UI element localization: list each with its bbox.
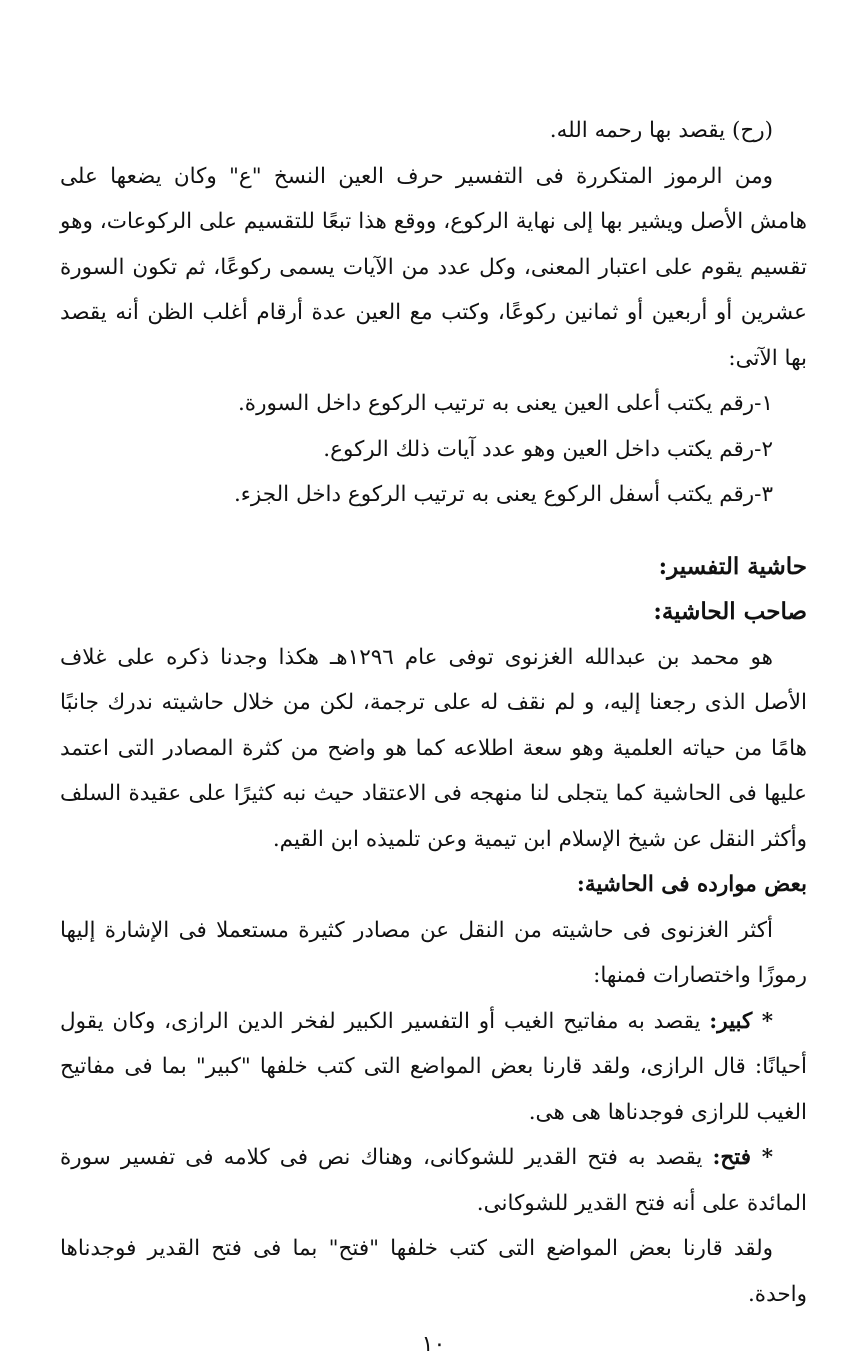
paragraph-abbreviation-rh: (رح) يقصد بها رحمه الله.: [549, 118, 773, 143]
subheading-sources: بعض موارده فى الحاشية:: [576, 872, 807, 897]
paragraph-fath-text: يقصد به فتح القدير للشوكانى، وهناك نص فى كلامه فى تفسير سورة المائدة على أنه فتح القدير للشوكانى.: [60, 1145, 807, 1216]
paragraph-sources-intro: أكثر الغزنوى فى حاشيته من النقل عن مصادر كثيرة مستعملا فى الإشارة إليها رموزًا واختصارات فمنها:: [60, 917, 807, 988]
list-item-2: ٢-رقم يكتب داخل العين وهو عدد آيات ذلك الركوع.: [323, 436, 773, 462]
term-kabir: * كبير:: [709, 1008, 773, 1034]
term-fath: * فتح:: [712, 1145, 773, 1170]
paragraph-ain-symbol: ومن الرموز المتكررة فى التفسير حرف العين النسخ "ع" وكان يضعها على هامش الأصل ويشير بها إلى نهاية الركوع، ووقع هذا تبعًا للتقسيم على الركوعات، وهو تقسيم يقوم على اعتبار المعنى، وكل عدد من الآيات يسمى ركوعًا، ثم تكون السورة عشرين أو أربعين أو ثمانين ركوعًا، وكتب مع العين عدة أرقام أغلب الظن أنه يقصد بها الآتى:: [60, 163, 807, 371]
paragraph-kabir: [60, 999, 807, 1136]
paragraph-fath: [60, 1135, 807, 1226]
section-heading-hashiya: حاشية التفسير:: [658, 552, 807, 580]
page-body: [60, 108, 807, 1317]
paragraph-fath-comparison: ولقد قارنا بعض المواضع التى كتب خلفها "فتح" بما فى فتح القدير فوجدناها واحدة.: [60, 1236, 807, 1307]
list-item-1: ١-رقم يكتب أعلى العين يعنى به ترتيب الركوع داخل السورة.: [237, 391, 773, 416]
paragraph-author-bio: هو محمد بن عبدالله الغزنوى توفى عام ١٢٩٦هـ هكذا وجدنا ذكره على غلاف الأصل الذى رجعنا إليه، و لم نقف له على ترجمة، لكن من خلال حاشيته ندرك جانبًا هامًا من حياته العلمية وهو سعة اطلاعه كما هو واضح من كثرة المصادر التى اعتمد عليها فى الحاشية كما يتجلى لنا منهجه فى الاعتقاد حيث نبه كثيرًا على عقيدة السلف وأكثر النقل عن شيخ الإسلام ابن تيمية وعن تلميذه ابن القيم.: [60, 644, 807, 852]
page-number: ١٠: [421, 1332, 446, 1357]
paragraph-kabir-text: يقصد به مفاتيح الغيب أو التفسير الكبير لفخر الدين الرازى، وكان يقول أحيانًا: قال الرازى، ولقد قارنا بعض المواضع التى كتب خلفها "كبير" بما فى مفاتيح الغيب للرازى فوجدناها هى هى.: [60, 1008, 807, 1125]
list-item-3: ٣-رقم يكتب أسفل الركوع يعنى به ترتيب الركوع داخل الجزء.: [233, 482, 773, 507]
section-heading-author: صاحب الحاشية:: [653, 598, 807, 625]
